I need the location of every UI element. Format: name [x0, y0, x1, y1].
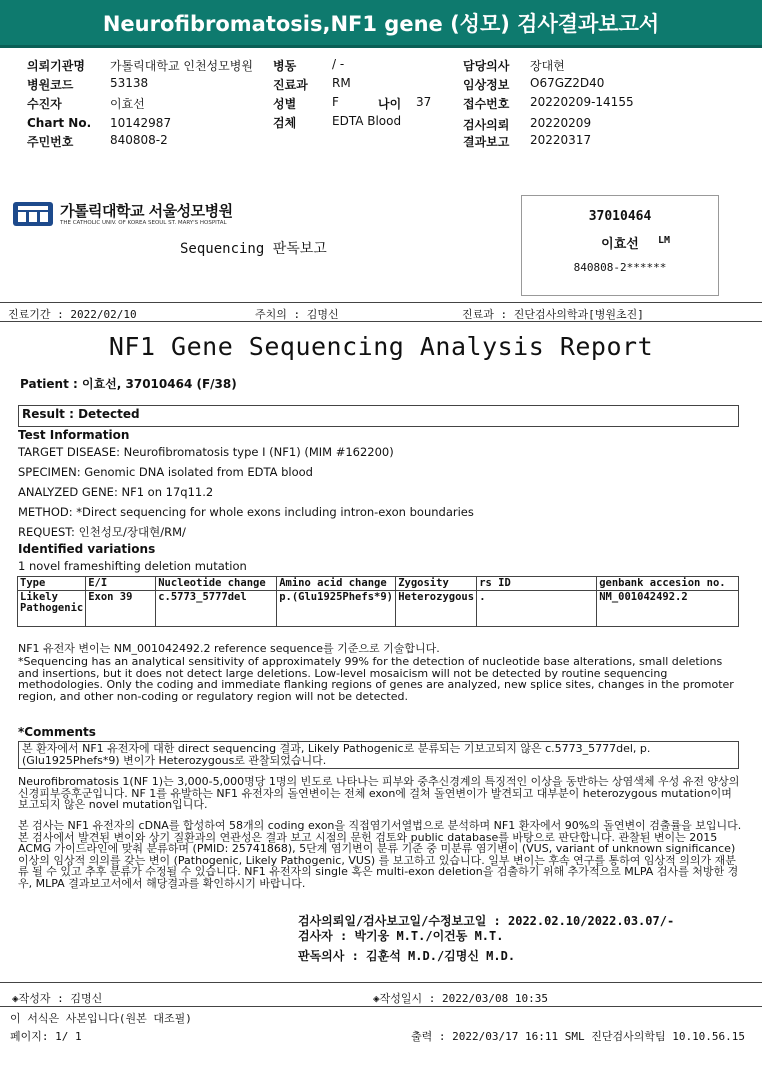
header-key: 성별 [273, 97, 297, 111]
header-key: 검체 [273, 116, 297, 130]
divider [0, 321, 762, 322]
table-header: Zygosity [396, 577, 477, 591]
department: 진료과 : 진단검사의학과[병원초진] [462, 308, 644, 321]
document-title: Sequencing 판독보고 [180, 241, 327, 257]
table-header: Amino acid change [277, 577, 396, 591]
header-value: 20220209-14155 [530, 95, 634, 109]
reader: 판독의사 : 김훈석 M.D./김명신 M.D. [298, 949, 516, 963]
header-value: RM [332, 76, 351, 90]
header-key: 담당의사 [463, 59, 510, 73]
table-cell: p.(Glu1925Phefs*9) [277, 591, 396, 627]
analyzed-gene: ANALYZED GENE: NF1 on 17q11.2 [18, 485, 214, 499]
header-value: 20220209 [530, 116, 592, 130]
patient-rrn: 840808-2****** [573, 261, 667, 274]
divider [0, 302, 762, 303]
header-value: 10142987 [110, 116, 172, 130]
patient-name: 이효선 [601, 237, 639, 252]
header-value: 이효선 [110, 97, 145, 111]
written-date: ◈작성일시 : 2022/03/08 10:35 [373, 992, 548, 1005]
patient-tag: LM [658, 235, 671, 246]
table-cell: c.5773_5777del [156, 591, 277, 627]
tester: 검사자 : 박기웅 M.T./이건동 M.T. [298, 929, 504, 943]
table-cell: Exon 39 [86, 591, 156, 627]
author: ◈작성자 : 김명신 [12, 992, 103, 1005]
hospital-subtitle: THE CATHOLIC UNIV. OF KOREA SEOUL ST. MARY'S HOSPITAL [60, 220, 227, 226]
table-header-row [18, 577, 739, 591]
report-dates: 검사의뢰일/검사보고일/수정보고일 : 2022.02.10/2022.03.07/- [298, 914, 675, 928]
copy-notice: 이 서식은 사본입니다(원본 대조필) [10, 1012, 192, 1025]
header-value: F [332, 95, 339, 109]
report-banner: Neurofibromatosis,NF1 gene (성모) 검사결과보고서 [0, 0, 762, 48]
header-key: 임상정보 [463, 78, 510, 92]
table-cell: Heterozygous [396, 591, 477, 627]
comment-paragraph: 본 검사는 NF1 유전자의 cDNA를 합성하여 58개의 coding exon을 직접염기서열법으로 분석하며 NF1 환자에서 90%의 돌연변이 검출률을 보입니다. 본 검사에서 발견된 변이와 상기 질환과의 연관성은 결과 보고 시점의 문헌 검토와 public database를 바탕으로 판단합니다. 관찰된 변이는 2015 ACMG 가이드라인에 맞춰 분류하며 (PMID: 25741868), 5단계 염기변이 분류 기준 중 미분류 염기변이 (VUS, variant of unknown significance) 이상의 임상적 의의를 갖는 변이 (Pathogenic, Likely Pathogenic, VUS) 를 보고하고 있습니다. 일부 변이는 후속 연구를 통하여 임상적 의의가 재분류 될 수 있고 추후 분류가 수정될 수 있습니다. NF1 유전자의 single 혹은 multi-exon deletion을 검출하기 위해 추가적으로 MLPA 검사를 처방한 경우, MLPA 결과보고서에서 해당결과를 확인하시기 바랍니다. [18, 819, 742, 890]
header-key: 접수번호 [463, 97, 510, 111]
table-cell: NM_001042492.2 [597, 591, 739, 627]
table-header: rs ID [477, 577, 597, 591]
patient-box [521, 195, 719, 296]
header-key: 검사의뢰 [463, 118, 510, 132]
header-key: 수진자 [27, 97, 62, 111]
table-row [18, 591, 739, 627]
report-title: NF1 Gene Sequencing Analysis Report [108, 332, 654, 361]
target-disease: TARGET DISEASE: Neurofibromatosis type I (NF1) (MIM #162200) [18, 445, 394, 459]
table-cell: Likely Pathogenic [18, 591, 86, 627]
header-value: EDTA Blood [332, 114, 402, 128]
header-key: 결과보고 [463, 135, 510, 149]
comments-heading: *Comments [18, 725, 96, 739]
care-period: 진료기간 : 2022/02/10 [8, 308, 137, 321]
table-header: genbank accesion no. [597, 577, 739, 591]
table-header: E/I [86, 577, 156, 591]
header-key: 의뢰기관명 [27, 59, 85, 73]
sensitivity-note: *Sequencing has an analytical sensitivity of approximately 99% for the detection of nucleotide base alterations, small deletions and insertions, but it does not detect large deletions. Low-level mosaicism will not be detected by routine sequencing methodologies. Only the coding and immediate flanking regions of genes are analyzed, new splice sites, changes in the promoter region, and other non-coding or regulatory region will not be detected. [18, 655, 734, 703]
attending-doctor: 주치의 : 김명신 [255, 308, 339, 321]
specimen: SPECIMEN: Genomic DNA isolated from EDTA blood [18, 465, 313, 479]
table-header: Nucleotide change [156, 577, 277, 591]
patient-line: Patient : 이효선, 37010464 (F/38) [20, 377, 237, 391]
reference-note: NF1 유전자 변이는 NM_001042492.2 reference sequence를 기준으로 기술합니다. [18, 642, 440, 655]
comment-paragraph: Neurofibromatosis 1(NF 1)는 3,000-5,000명당 1명의 빈도로 나타나는 피부와 중추신경계의 특징적인 이상을 동반하는 상염색체 우성 유전 양상의 신경피부증후군입니다. NF 1를 유발하는 NF1 유전자의 돌연변이는 전체 exon에 걸쳐 돌연변이가 발견되고 대부분이 heterozygous mutation이며 보고되지 않은 novel mutation입니다. [18, 775, 740, 811]
header-value: 20220317 [530, 133, 592, 147]
header-value: O67GZ2D40 [530, 76, 605, 90]
header-key: 병동 [273, 59, 297, 73]
header-value: 가톨릭대학교 인천성모병원 [110, 59, 253, 73]
header-value: 장대현 [530, 59, 565, 73]
variant-table [17, 576, 739, 627]
request: REQUEST: 인천성모/장대현/RM/ [18, 525, 186, 539]
header-value: 53138 [110, 76, 149, 90]
table-cell: . [477, 591, 597, 627]
header-key: 병원코드 [27, 78, 74, 92]
header-value: 840808-2 [110, 133, 168, 147]
header-key: 나이 [378, 97, 402, 111]
header-value: / - [332, 57, 345, 71]
page-number: 페이지: 1/ 1 [10, 1030, 82, 1043]
header-key: Chart No. [27, 116, 92, 130]
divider [0, 982, 762, 983]
hospital-logo [12, 200, 54, 228]
header-value: 37 [416, 95, 432, 109]
table-header: Type [18, 577, 86, 591]
hospital-name: 가톨릭대학교 서울성모병원 [60, 202, 233, 220]
divider [0, 1006, 762, 1007]
comments-box: 본 환자에서 NF1 유전자에 대한 direct sequencing 결과, Likely Pathogenic로 분류되는 기보고되지 않은 c.5773_5777del, p.(Glu1925Phefs*9) 변이가 Heterozygous로 관찰되었습니다. [18, 741, 739, 769]
header-key: 주민번호 [27, 135, 74, 149]
patient-id: 37010464 [588, 209, 652, 224]
identified-heading: Identified variations [18, 542, 156, 556]
result-box: Result : Detected [18, 405, 739, 427]
method: METHOD: *Direct sequencing for whole exons including intron-exon boundaries [18, 505, 474, 519]
identified-text: 1 novel frameshifting deletion mutation [18, 559, 247, 573]
print-info: 출력 : 2022/03/17 16:11 SML 진단검사의학팀 10.10.56.15 [411, 1030, 746, 1043]
header-key: 진료과 [273, 78, 308, 92]
test-info-heading: Test Information [18, 428, 130, 442]
